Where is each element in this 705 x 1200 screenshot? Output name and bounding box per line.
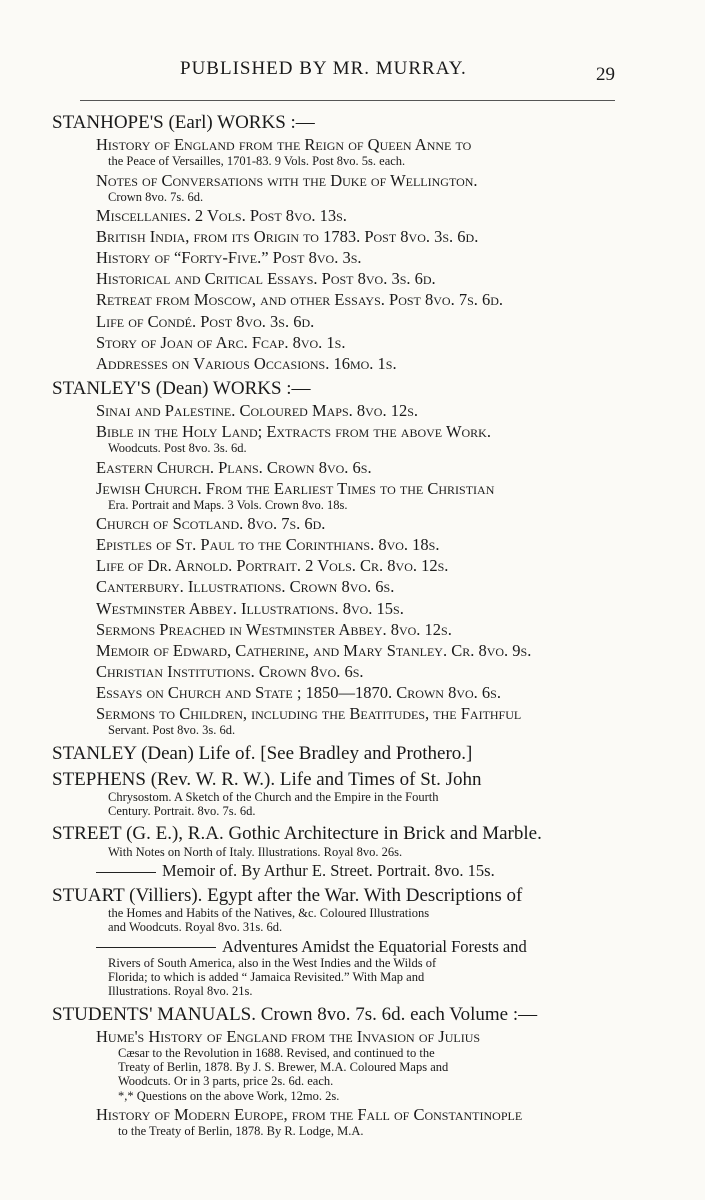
header-rule <box>80 100 615 101</box>
author-heading: STANHOPE'S (Earl) WORKS :— <box>52 112 315 133</box>
entry-details: to the Treaty of Berlin, 1878. By R. Lodge, M.A. <box>118 1123 364 1138</box>
page-header <box>0 58 705 98</box>
book-entry: Sermons to Children, including the Beatitudes, the Faithful <box>96 704 522 724</box>
running-title: PUBLISHED BY MR. MURRAY. <box>180 58 467 79</box>
book-entry: Sinai and Palestine. Coloured Maps. 8vo. 12s. <box>96 401 419 421</box>
book-entry: Story of Joan of Arc. Fcap. 8vo. 1s. <box>96 332 346 352</box>
book-entry: Christian Institutions. Crown 8vo. 6s. <box>96 661 364 681</box>
entry-details: Servant. Post 8vo. 3s. 6d. <box>108 723 236 738</box>
entry-details: Rivers of South America, also in the West Indies and the Wilds of <box>108 955 437 970</box>
author-heading: STANLEY'S (Dean) WORKS :— <box>52 377 311 399</box>
catalogue-listing <box>52 108 620 1139</box>
entry-details: Florida; to which is added “ Jamaica Revisited.” With Map and <box>108 970 425 985</box>
author-heading: STUDENTS' MANUALS. Crown 8vo. 7s. 6d. each Volume :— <box>52 1003 538 1025</box>
book-entry: Miscellanies. 2 Vols. Post 8vo. 13s. <box>96 205 347 225</box>
book-entry: Westminster Abbey. Illustrations. 8vo. 15s. <box>96 598 404 618</box>
continuation-entry: Memoir of. By Arthur E. Street. Portrait. 8vo. 15s. <box>52 861 620 881</box>
ditto-dash <box>96 872 156 873</box>
book-entry: Canterbury. Illustrations. Crown 8vo. 6s. <box>96 577 395 597</box>
book-entry: Hume's History of England from the Invasion of Julius <box>96 1026 481 1046</box>
author-heading: STEPHENS (Rev. W. R. W.). Life and Times of St. John <box>52 768 482 790</box>
entry-details: Treaty of Berlin, 1878. By J. S. Brewer, M.A. Coloured Maps and <box>118 1060 449 1075</box>
book-entry: Life of Dr. Arnold. Portrait. 2 Vols. Cr. 8vo. 12s. <box>96 556 449 576</box>
author-heading: STREET (G. E.), R.A. Gothic Architecture in Brick and Marble. <box>52 823 542 845</box>
book-entry: Essays on Church and State ; 1850—1870. Crown 8vo. 6s. <box>96 683 501 703</box>
entry-details: and Woodcuts. Royal 8vo. 31s. 6d. <box>108 920 283 935</box>
ditto-dash <box>96 947 216 948</box>
book-entry: Eastern Church. Plans. Crown 8vo. 6s. <box>96 457 372 477</box>
entry-details: Chrysostom. A Sketch of the Church and the Empire in the Fourth <box>108 789 439 804</box>
book-entry: Retreat from Moscow, and other Essays. Post 8vo. 7s. 6d. <box>96 290 504 310</box>
book-entry: History of Modern Europe, from the Fall of Constantinople <box>96 1104 523 1124</box>
entry-details: Century. Portrait. 8vo. 7s. 6d. <box>108 804 256 819</box>
entry-details: Woodcuts. Post 8vo. 3s. 6d. <box>108 441 247 456</box>
entry-details: *,* Questions on the above Work, 12mo. 2s. <box>118 1088 340 1103</box>
author-heading: STANLEY (Dean) Life of. [See Bradley and Prothero.] <box>52 742 473 764</box>
entry-details: Cæsar to the Revolution in 1688. Revised, and continued to the <box>118 1045 435 1060</box>
book-entry: Addresses on Various Occasions. 16mo. 1s. <box>96 353 397 373</box>
entry-details: Woodcuts. Or in 3 parts, price 2s. 6d. each. <box>118 1074 334 1089</box>
book-entry: Sermons Preached in Westminster Abbey. 8vo. 12s. <box>96 619 452 639</box>
book-entry: Life of Condé. Post 8vo. 3s. 6d. <box>96 311 315 331</box>
entry-details: Crown 8vo. 7s. 6d. <box>108 189 204 204</box>
page-number: 29 <box>596 64 615 85</box>
entry-details: Era. Portrait and Maps. 3 Vols. Crown 8vo. 18s. <box>108 497 348 512</box>
book-entry: Historical and Critical Essays. Post 8vo. 3s. 6d. <box>96 269 436 289</box>
book-entry: Epistles of St. Paul to the Corinthians. 8vo. 18s. <box>96 535 440 555</box>
entry-details: the Peace of Versailles, 1701-83. 9 Vols. Post 8vo. 5s. each. <box>108 154 406 169</box>
entry-details: the Homes and Habits of the Natives, &c. Coloured Illustrations <box>108 906 430 921</box>
book-entry: Bible in the Holy Land; Extracts from the above Work. <box>96 422 491 442</box>
book-entry: Notes of Conversations with the Duke of Wellington. <box>96 170 478 190</box>
book-entry: British India, from its Origin to 1783. Post 8vo. 3s. 6d. <box>96 227 479 247</box>
entry-details: Illustrations. Royal 8vo. 21s. <box>108 984 253 999</box>
author-heading: STUART (Villiers). Egypt after the War. With Descriptions of <box>52 884 523 906</box>
book-entry: Church of Scotland. 8vo. 7s. 6d. <box>96 514 326 534</box>
continuation-entry: Adventures Amidst the Equatorial Forests and <box>52 937 620 957</box>
entry-details: With Notes on North of Italy. Illustrations. Royal 8vo. 26s. <box>108 844 403 859</box>
book-entry: Memoir of Edward, Catherine, and Mary Stanley. Cr. 8vo. 9s. <box>96 640 532 660</box>
book-entry: History of “Forty-Five.” Post 8vo. 3s. <box>96 248 362 268</box>
book-entry: History of England from the Reign of Queen Anne to <box>96 135 472 155</box>
book-entry: Jewish Church. From the Earliest Times to the Christian <box>96 478 495 498</box>
